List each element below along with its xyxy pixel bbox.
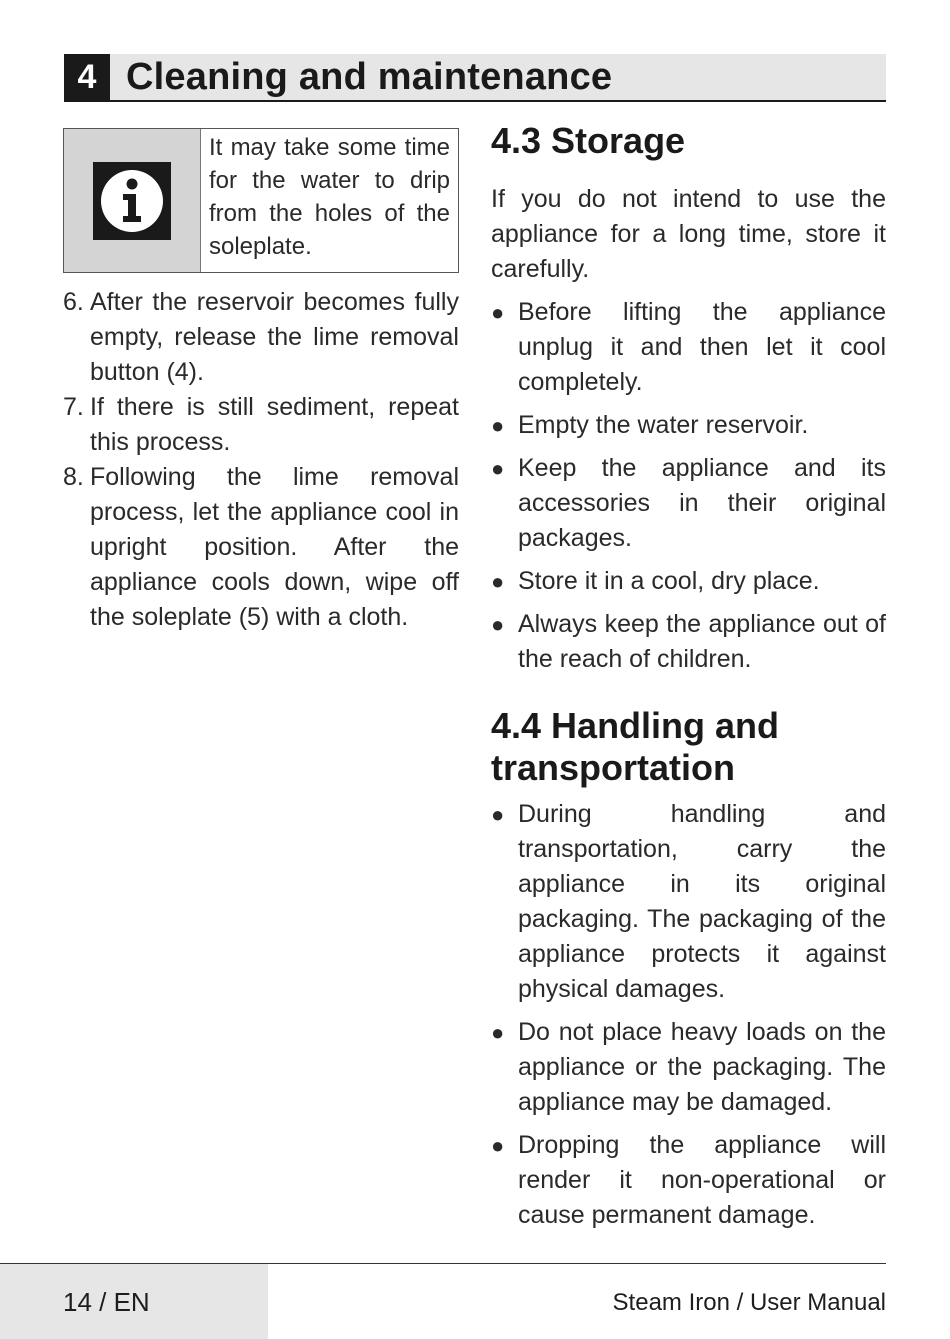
bullet-icon: ● — [491, 802, 505, 827]
info-icon-cell — [64, 129, 201, 272]
left-column — [63, 128, 459, 635]
list-item — [491, 451, 886, 556]
handling-heading — [491, 705, 886, 789]
step-number: 6. — [63, 288, 84, 316]
bullet-text: Always keep the appliance out of the reach of children. — [518, 610, 886, 673]
bullet-text: Empty the water reservoir. — [518, 411, 809, 439]
list-item — [491, 295, 886, 400]
bullet-text: Before lifting the appliance unplug it and then let it cool completely. — [518, 298, 886, 396]
chapter-header — [64, 54, 886, 102]
storage-heading: 4.3 Storage — [491, 120, 686, 161]
step-number: 7. — [63, 393, 84, 421]
bullet-text: Keep the appliance and its accessories in their original packages. — [518, 454, 886, 552]
step-text: Following the lime removal process, let the appliance cool in upright position. After the appliance cools down, wipe off the soleplate (5) with a cloth. — [90, 463, 459, 631]
list-item — [63, 390, 459, 460]
info-icon — [93, 162, 171, 240]
list-item — [63, 460, 459, 635]
handling-list — [491, 797, 886, 1233]
list-item — [63, 285, 459, 390]
steps-list — [63, 285, 459, 635]
page-number: 14 / EN — [63, 1287, 150, 1317]
storage-list — [491, 295, 886, 677]
bullet-text: Dropping the appliance will render it non-operational or cause permanent damage. — [518, 1131, 886, 1229]
bullet-text: During handling and transportation, carry the appliance in its original packaging. The packaging of the appliance protects it against physical damages. — [518, 800, 886, 1003]
bullet-icon: ● — [491, 300, 505, 325]
bullet-icon: ● — [491, 569, 505, 594]
right-column — [491, 120, 886, 1241]
list-item — [491, 607, 886, 677]
storage-intro: If you do not intend to use the appliance for a long time, store it carefully. — [491, 185, 886, 283]
bullet-icon: ● — [491, 1133, 505, 1158]
list-item — [491, 1128, 886, 1233]
handling-heading-line2: transportation — [491, 747, 736, 788]
bullet-text: Do not place heavy loads on the appliance or the packaging. The appliance may be damaged. — [518, 1018, 886, 1116]
handling-heading-line1: 4.4 Handling and — [491, 705, 780, 746]
chapter-number: 4 — [64, 54, 110, 100]
note-text: It may take some time for the water to drip from the holes of the soleplate. — [209, 134, 450, 260]
list-item — [491, 408, 886, 443]
bullet-text: Store it in a cool, dry place. — [518, 567, 820, 595]
chapter-title: Cleaning and maintenance — [126, 56, 613, 98]
list-item — [491, 1015, 886, 1120]
step-text: If there is still sediment, repeat this process. — [90, 393, 459, 456]
bullet-icon: ● — [491, 413, 505, 438]
manual-title: Steam Iron / User Manual — [612, 1289, 886, 1316]
info-note — [63, 128, 459, 273]
list-item — [491, 797, 886, 1007]
bullet-icon: ● — [491, 612, 505, 637]
bullet-icon: ● — [491, 1020, 505, 1045]
list-item — [491, 564, 886, 599]
step-text: After the reservoir becomes fully empty, release the lime removal button (4). — [90, 288, 459, 386]
bullet-icon: ● — [491, 456, 505, 481]
step-number: 8. — [63, 463, 84, 491]
